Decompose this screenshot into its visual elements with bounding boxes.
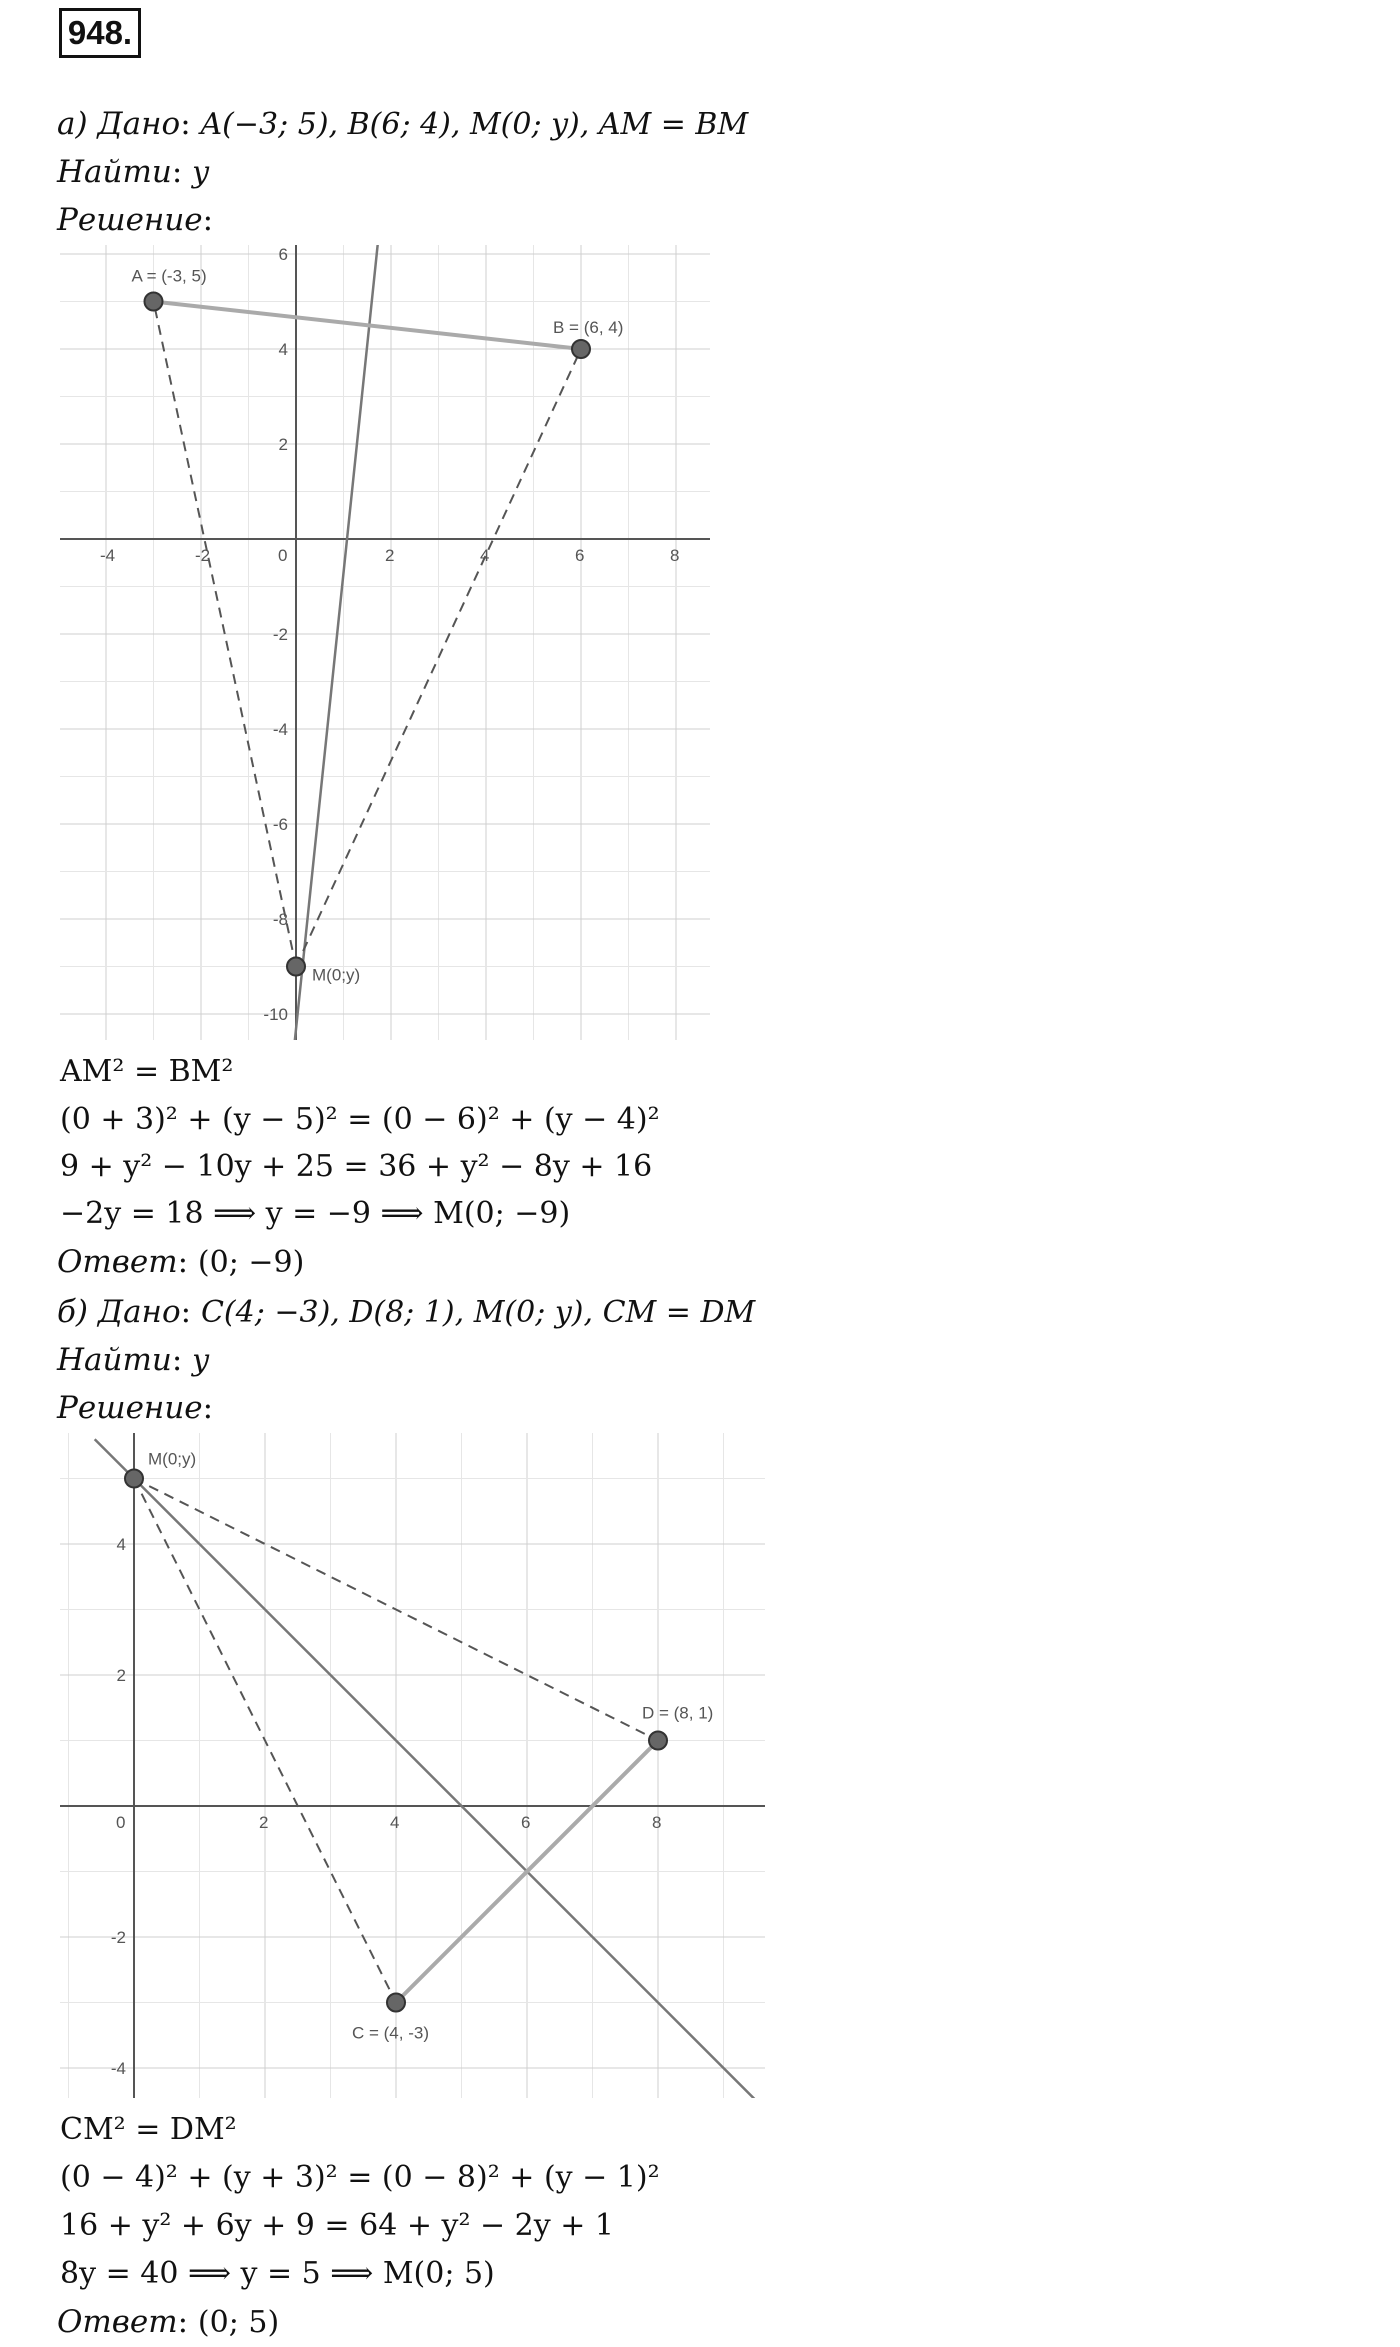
y-tick-label: -8 [272,910,288,929]
y-tick-label: -2 [272,625,288,644]
point-marker [287,958,305,976]
part-a-eq-1: AM² = BM² [60,1054,234,1089]
part-b-given: б) Дано: C(4; −3), D(8; 1), M(0; y), CM = DM [57,1294,756,1330]
part-b-find-label: Найти [57,1342,172,1378]
x-tick-label: -4 [100,546,116,565]
part-a-find-label: Найти [57,154,172,190]
part-b-answer: Ответ: (0; 5) [57,2304,280,2340]
y-tick-label: 6 [278,245,288,264]
part-b-find-expr: y [192,1343,210,1378]
y-tick-label: 4 [278,340,288,359]
part-b-given-label: б) Дано [57,1294,181,1330]
x-tick-label: 4 [480,546,490,565]
point-label: M(0;y) [312,965,361,985]
x-tick-label: 8 [670,546,680,565]
y-tick-label: -2 [110,1928,126,1947]
part-a-find-expr: y [192,155,210,190]
part-a-given-label: а) Дано [57,106,181,142]
y-tick-label: 4 [116,1535,126,1554]
point-label: C = (4, -3) [352,2023,429,2043]
part-b-answer-label: Ответ [57,2304,178,2340]
part-a-answer-label: Ответ [57,1244,178,1280]
graph-a [60,245,710,1040]
part-a-answer: Ответ: (0; −9) [57,1244,305,1280]
point-marker [387,1994,405,2012]
point-label: D = (8, 1) [642,1703,714,1723]
x-tick-label: 6 [521,1813,531,1832]
part-b-eq-2: (0 − 4)² + (y + 3)² = (0 − 8)² + (y − 1)² [60,2160,660,2195]
x-tick-label: 0 [116,1813,126,1832]
x-tick-label: 2 [385,546,395,565]
x-tick-label: -2 [195,546,211,565]
y-tick-label: 2 [278,435,288,454]
y-tick-label: -10 [263,1005,288,1024]
point-marker [125,1470,143,1488]
part-a-find: Найти: y [57,154,210,190]
part-b-eq-4: 8y = 40 ⟹ y = 5 ⟹ M(0; 5) [60,2256,495,2291]
y-tick-label: 2 [116,1666,126,1685]
part-a-eq-2: (0 + 3)² + (y − 5)² = (0 − 6)² + (y − 4)² [60,1102,660,1137]
perpendicular-bisector-line [95,1439,763,2098]
perpendicular-bisector-line [294,245,378,1040]
point-label: B = (6, 4) [553,318,624,337]
part-b-solution-label: Решение [57,1390,203,1426]
part-b-eq-3: 16 + y² + 6y + 9 = 64 + y² − 2y + 1 [60,2208,615,2243]
part-a-given: а) Дано: A(−3; 5), B(6; 4), M(0; y), AM = BM [57,106,749,142]
part-a-answer-expr: (0; −9) [197,1245,305,1280]
part-a-solution: Решение: [57,202,214,238]
point-marker [572,340,590,358]
part-a-eq-3: 9 + y² − 10y + 25 = 36 + y² − 8y + 16 [60,1149,653,1184]
point-marker [145,293,163,311]
graph-b [60,1433,765,2098]
y-tick-label: -4 [110,2059,126,2078]
x-tick-label: 6 [575,546,585,565]
part-a-given-expr: A(−3; 5), B(6; 4), M(0; y), AM = BM [200,107,749,142]
part-a-eq-4: −2y = 18 ⟹ y = −9 ⟹ M(0; −9) [60,1196,571,1231]
part-b-eq-1: CM² = DM² [60,2112,237,2147]
y-tick-label: -6 [272,815,288,834]
x-tick-label: 4 [390,1813,400,1832]
part-b-solution: Решение: [57,1390,214,1426]
part-b-find: Найти: y [57,1342,210,1378]
part-a-solution-label: Решение [57,202,203,238]
part-b-given-expr: C(4; −3), D(8; 1), M(0; y), CM = DM [200,1295,756,1330]
part-b-answer-expr: (0; 5) [197,2305,280,2340]
x-tick-label: 0 [278,546,288,565]
point-label: A = (-3, 5) [131,266,207,286]
problem-number: 948. [59,8,141,58]
y-tick-label: -4 [272,720,288,739]
point-label: M(0;y) [148,1449,197,1469]
x-tick-label: 2 [259,1813,269,1832]
x-tick-label: 8 [652,1813,662,1832]
point-marker [649,1732,667,1750]
